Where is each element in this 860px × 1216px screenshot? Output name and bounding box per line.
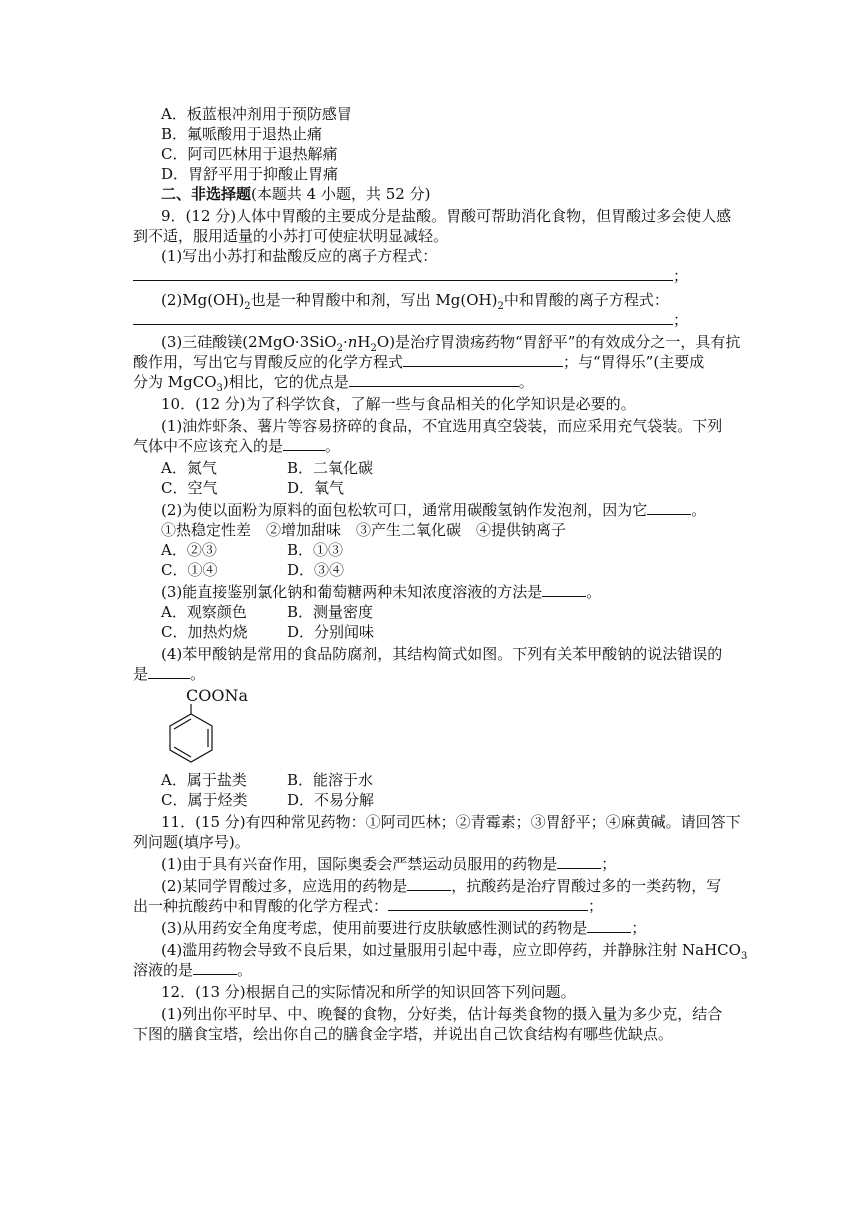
- q11-part1: (1)由于具有兴奋作用，国际奥委会严禁运动员服用的药物是 ；: [161, 855, 617, 873]
- answer-blank[interactable]: [349, 372, 519, 387]
- q10-part4-line2: 是 。: [133, 665, 206, 683]
- q9-part3-line2: 酸作用，写出它与胃酸反应的化学方程式 ；与“胃得乐”(主要成: [133, 353, 705, 371]
- q9-intro-line1: 9．(12 分)人体中胃酸的主要成分是盐酸。胃酸可帮助消化食物，但胃酸过多会使人感: [161, 207, 732, 225]
- q11-part4-line1: (4)滥用药物会导致不良后果，如过量服用引起中毒，应立即停药，并静脉注射 NaHCO$_3$: [161, 941, 748, 962]
- q11-intro-line1: 11．(15 分)有四种常见药物：①阿司匹林；②青霉素；③胃舒平；④麻黄碱。请回答下: [161, 813, 741, 831]
- q10-part2: (2)为使以面粉为原料的面包松软可口，通常用碳酸氢钠作发泡剂，因为它 。: [161, 501, 707, 519]
- q10-p1-option-a: A．氮气: [161, 459, 217, 477]
- q12-part1-line2: 下图的膳食宝塔，绘出你自己的膳食金字塔，并说出自己饮食结构有哪些优缺点。: [133, 1025, 674, 1043]
- q9-part3-line1: (3)三硅酸镁$(2MgO\cdot 3SiO_2\cdot nH_2O)$是治疗胃溃疡药物“胃舒平”的有效成分之一，具有抗: [161, 333, 741, 354]
- q10-intro: 10．(12 分)为了科学饮食，了解一些与食品相关的化学知识是必要的。: [161, 395, 636, 413]
- section-title: 二、非选择题: [161, 185, 252, 203]
- q12-part1-line1: (1)列出你平时早、中、晚餐的食物，分好类，估计每类食物的摄入量为多少克，结合: [161, 1005, 723, 1023]
- answer-blank[interactable]: [283, 436, 325, 451]
- q10-p4-option-a: A．属于盐类: [161, 771, 247, 789]
- q10-p4-option-c: C．属于烃类: [161, 791, 248, 809]
- q10-part1-line2: 气体中不应该充入的是 。: [133, 437, 341, 455]
- answer-blank[interactable]: [542, 582, 586, 597]
- q11-part2-line1: (2)某同学胃酸过多，应选用的药物是 ，抗酸药是治疗胃酸过多的一类药物，写: [161, 877, 722, 895]
- q9-part3-line3: 分为 MgCO$_3$)相比，它的优点是 。: [133, 373, 534, 394]
- section-note: (本题共 4 小题，共 52 分): [251, 185, 431, 203]
- q12-intro: 12．(13 分)根据自己的实际情况和所学的知识回答下列问题。: [161, 983, 576, 1001]
- answer-blank[interactable]: [133, 266, 673, 281]
- q10-part4-line1: (4)苯甲酸钠是常用的食品防腐剂，其结构简式如图。下列有关苯甲酸钠的说法错误的: [161, 645, 723, 663]
- q10-p2-option-d: D．③④: [287, 561, 345, 579]
- answer-blank[interactable]: [148, 664, 190, 679]
- q10-p1-option-b: B．二氧化碳: [287, 459, 374, 477]
- answer-blank[interactable]: [133, 310, 673, 325]
- q10-p3-option-a: A．观察颜色: [161, 603, 247, 621]
- structure-label: COONa: [186, 686, 249, 705]
- answer-blank[interactable]: [587, 918, 631, 933]
- option-c: C．阿司匹林用于退热解痛: [161, 145, 338, 163]
- q10-p2-items: ①热稳定性差 ②增加甜味 ③产生二氧化碳 ④提供钠离子: [161, 521, 567, 539]
- answer-blank[interactable]: [557, 854, 601, 869]
- q10-p1-option-d: D．氧气: [287, 479, 345, 497]
- q10-p3-option-d: D．分别闻味: [287, 623, 375, 641]
- q11-part4-line2: 溶液的是 。: [133, 961, 253, 979]
- section-heading: [161, 184, 430, 204]
- option-b: B．氟哌酸用于退热止痛: [161, 125, 323, 143]
- q10-p1-option-c: C．空气: [161, 479, 218, 497]
- q11-part2-line2: 出一种抗酸药中和胃酸的化学方程式： ；: [133, 897, 604, 915]
- answer-blank[interactable]: [193, 960, 237, 975]
- answer-blank[interactable]: [388, 896, 588, 911]
- q10-p3-option-c: C．加热灼烧: [161, 623, 248, 641]
- q9-part1-answer-line: ；: [133, 266, 688, 286]
- q10-p2-option-c: C．①④: [161, 561, 218, 579]
- answer-blank[interactable]: [647, 500, 691, 515]
- q10-p2-option-a: A．②③: [161, 541, 217, 559]
- q11-intro-line2: 列问题(填序号)。: [133, 833, 250, 851]
- q10-p4-option-d: D．不易分解: [287, 791, 375, 809]
- option-a: A．板蓝根冲剂用于预防感冒: [161, 105, 352, 123]
- option-d: D．胃舒平用于抑酸止胃痛: [161, 165, 339, 183]
- benzene-ring-structure: [160, 704, 230, 764]
- answer-blank[interactable]: [403, 352, 563, 367]
- q9-intro-line2: 到不适，服用适量的小苏打可使症状明显减轻。: [133, 227, 449, 245]
- q10-p3-option-b: B．测量密度: [287, 603, 374, 621]
- q10-part1-line1: (1)油炸虾条、薯片等容易挤碎的食品，不宜选用真空袋装，而应采用充气袋装。下列: [161, 417, 723, 435]
- q9-part1: (1)写出小苏打和盐酸反应的离子方程式：: [161, 247, 438, 265]
- q9-part2-answer-line: ；: [133, 310, 688, 330]
- q11-part3: (3)从用药安全角度考虑，使用前要进行皮肤敏感性测试的药物是 ；: [161, 919, 647, 937]
- q10-p4-option-b: B．能溶于水: [287, 771, 374, 789]
- answer-blank[interactable]: [407, 876, 451, 891]
- q10-part3: (3)能直接鉴别氯化钠和葡萄糖两种未知浓度溶液的方法是 。: [161, 583, 602, 601]
- q9-part2: $(2)Mg(OH)_2$也是一种胃酸中和剂，写出 $Mg(OH)_2$中和胃酸的离子方程式：: [161, 291, 669, 312]
- q10-p2-option-b: B．①③: [287, 541, 344, 559]
